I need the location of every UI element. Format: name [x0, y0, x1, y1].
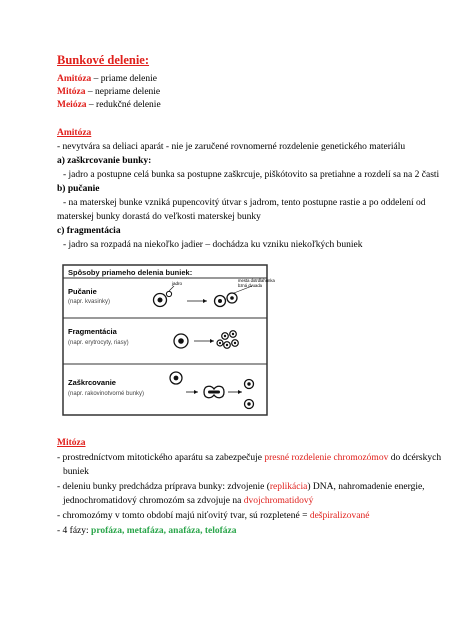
amitoza-b-text2: materskej bunky dorastá do veľkosti materskej bunky: [57, 212, 261, 222]
mitoza-line-2: buniek: [63, 467, 89, 477]
amitoza-b-label: b) pučanie: [57, 184, 100, 194]
mitoza-line-3-text: - deleniu bunky predchádza príprava bunky: zdvojenie (: [57, 482, 270, 492]
bud-icon: [166, 291, 171, 296]
mitoza-line-4-highlight: dvojchromatidový: [243, 496, 314, 506]
desc-mitoza: – nepriame delenie: [85, 87, 161, 97]
row-example-pucanie: (napr. kvasinky): [68, 299, 111, 305]
mitoza-line-6: [57, 525, 236, 537]
mitoza-line-1-text: - prostredníctvom mitotického aparátu sa zabezpečuje: [57, 453, 265, 463]
amitoza-c-text: - jadro sa rozpadá na niekoľko jadier – dochádza ku vzniku niekoľkých buniek: [63, 240, 363, 250]
mitoza-line-4: [63, 495, 313, 507]
label-daughter-2: bzná dvuada: [238, 283, 262, 288]
label-daughter-1: mesta dotrdlahunka: [238, 278, 275, 283]
mitoza-line-1-highlight: presné rozdelenie chromozómov: [264, 453, 389, 463]
row-example-zaskrcovanie: (napr. rakovinotvorné bunky): [68, 391, 145, 397]
mitoza-line-1: [57, 452, 441, 464]
mitoza-line-5-highlight: dešpiralizované: [309, 511, 370, 521]
nucleus-icon: [158, 298, 163, 303]
desc-amitoza: – priame delenie: [91, 74, 157, 84]
label-jadro: jadro: [172, 281, 183, 286]
desc-meioza: – redukčné delenie: [86, 100, 161, 110]
mitoza-line-6-text: - 4 fázy:: [57, 526, 92, 536]
mitoza-line-5: [57, 510, 369, 522]
section-heading-amitoza: Amitóza: [57, 128, 92, 138]
mitoza-line-3: [57, 481, 425, 493]
mitoza-line-4-text: jednochromatidový chromozóm sa zdvojuje na: [63, 496, 244, 506]
type-meioza: [57, 99, 161, 111]
mitoza-line-1-end: do dcérskych: [388, 453, 442, 463]
mitoza-line-3-highlight: replikácia: [269, 482, 308, 492]
term-mitoza: Mitóza: [57, 87, 86, 97]
amitoza-intro: - nevytvára sa deliaci aparát - nie je zaručené rovnomerné rozdelenie genetického materiálu: [57, 142, 406, 152]
term-amitoza: Amitóza: [57, 74, 92, 84]
mitoza-phases: profáza, metafáza, anafáza, telofáza: [91, 526, 237, 536]
mitoza-line-5-text: - chromozómy v tomto období majú niťovitý tvar, sú rozpletené =: [57, 511, 310, 521]
mitoza-line-3-end: ) DNA, nahromadenie energie,: [307, 482, 425, 492]
amitoza-a-label: a) zaškrcovanie bunky:: [57, 156, 152, 166]
row-example-fragmentacia: (napr. erytrocyty, riasy): [68, 340, 129, 346]
term-meioza: Meióza: [57, 100, 87, 110]
section-heading-mitoza: Mitóza: [57, 438, 86, 448]
row-name-pucanie: Pučanie: [68, 287, 97, 296]
row-name-fragmentacia: Fragmentácia: [68, 327, 117, 336]
amitoza-b-text1: - na materskej bunke vzniká pupencovitý útvar s jadrom, tento postupne rastie a po oddelení od: [63, 198, 426, 208]
type-mitoza: [57, 86, 160, 98]
amitoza-c-label: c) fragmentácia: [57, 226, 121, 236]
row-name-zaskrcovanie: Zaškrcovanie: [68, 378, 116, 387]
amitosis-figure: [62, 264, 275, 416]
amitoza-a-text: - jadro a postupne celá bunka sa postupne zaškrcuje, piškótovito sa pretiahne a rozdelí sa na 2 časti: [63, 170, 440, 180]
type-amitoza: [57, 73, 157, 85]
page-title: Bunkové delenie:: [57, 53, 150, 67]
figure-title: Spôsoby priameho delenia buniek:: [68, 268, 193, 277]
